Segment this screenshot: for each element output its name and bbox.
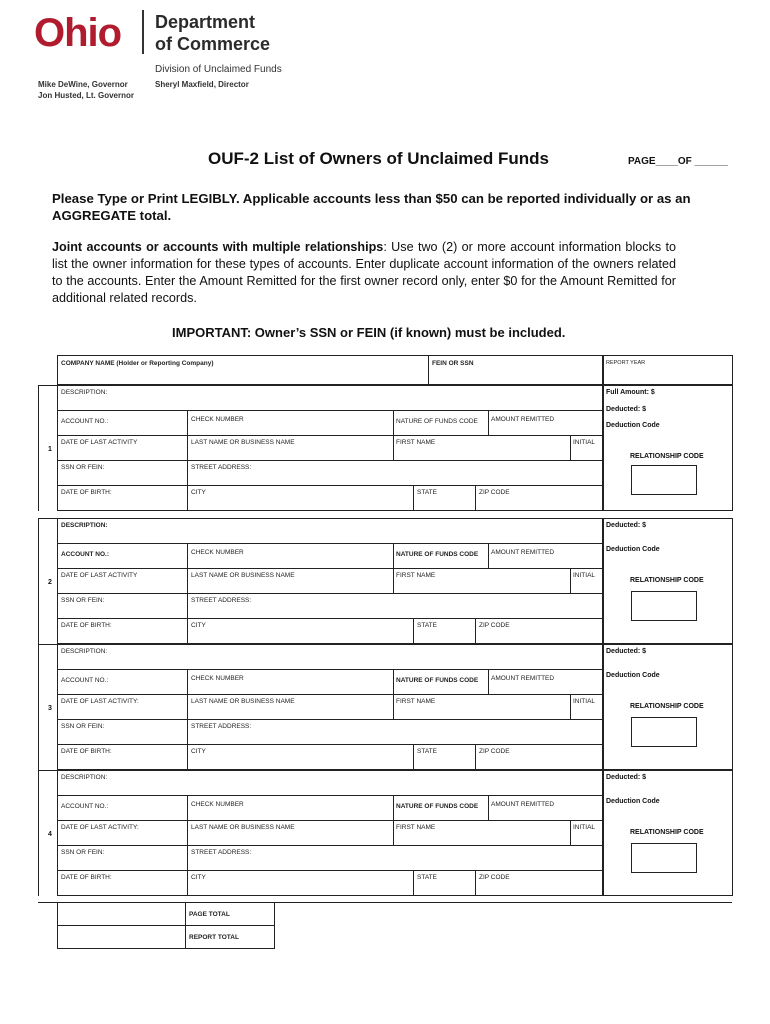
page-of-field[interactable]: PAGE____OF ______ <box>628 156 728 167</box>
first-name-label: FIRST NAME <box>396 439 436 446</box>
row-line <box>57 820 604 821</box>
ssn-fein-label: SSN OR FEIN: <box>61 723 105 730</box>
row-line <box>57 744 604 745</box>
col-line <box>413 870 414 895</box>
relationship-code-label: RELATIONSHIP CODE <box>630 703 704 710</box>
col-line <box>475 744 476 769</box>
deducted-label: Deducted: $ <box>606 774 647 781</box>
company-divider <box>428 355 429 385</box>
account-block-1 <box>57 385 604 511</box>
deduction-code-label: Deduction Code <box>606 798 660 805</box>
row-line <box>57 870 604 871</box>
department-name-line1: Department <box>155 12 256 32</box>
amount-remitted-label: AMOUNT REMITTED <box>491 416 555 423</box>
intro-instructions: Please Type or Print LEGIBLY. Applicable accounts less than $50 can be reported individually or as an AGGREGATE total. <box>52 191 691 223</box>
row-line <box>57 845 604 846</box>
block-number: 2 <box>48 579 52 586</box>
city-label: CITY <box>191 622 206 629</box>
nature-code-label: NATURE OF FUNDS CODE <box>396 677 479 684</box>
row-line <box>57 460 604 461</box>
description-label: DESCRIPTION: <box>61 389 108 396</box>
block-left-border <box>38 518 39 644</box>
joint-accounts-instructions <box>52 239 676 307</box>
block-left-cap <box>38 770 57 771</box>
col-line <box>187 669 188 769</box>
col-line <box>393 543 394 593</box>
last-name-label: LAST NAME OR BUSINESS NAME <box>191 824 295 831</box>
deducted-label: Deducted: $ <box>606 522 647 529</box>
initial-label: INITIAL <box>573 572 596 579</box>
ssn-fein-label: SSN OR FEIN: <box>61 464 105 471</box>
col-line <box>187 795 188 895</box>
fein-ssn-label: FEIN OR SSN <box>432 360 474 367</box>
description-label: DESCRIPTION: <box>61 774 108 781</box>
col-line <box>570 820 571 845</box>
city-label: CITY <box>191 489 206 496</box>
first-name-label: FIRST NAME <box>396 824 436 831</box>
row-line <box>57 410 604 411</box>
amount-remitted-label: AMOUNT REMITTED <box>491 549 555 556</box>
row-line <box>57 593 604 594</box>
col-line <box>488 410 489 435</box>
row-line <box>57 694 604 695</box>
col-line <box>413 618 414 643</box>
block-number: 4 <box>48 831 52 838</box>
relationship-code-label: RELATIONSHIP CODE <box>630 829 704 836</box>
block-left-border <box>38 770 39 896</box>
state-label: STATE <box>417 748 437 755</box>
report-year-label: REPORT YEAR <box>606 360 646 366</box>
division-name: Division of Unclaimed Funds <box>155 64 282 75</box>
deducted-label: Deducted: $ <box>606 648 647 655</box>
col-line <box>570 568 571 593</box>
state-label: STATE <box>417 489 437 496</box>
dob-label: DATE OF BIRTH: <box>61 748 112 755</box>
account-no-label: ACCOUNT NO.: <box>61 677 109 684</box>
check-number-label: CHECK NUMBER <box>191 675 244 682</box>
deduction-code-label: Deduction Code <box>606 422 660 429</box>
city-label: CITY <box>191 874 206 881</box>
row-line <box>57 485 604 486</box>
relationship-code-label: RELATIONSHIP CODE <box>630 577 704 584</box>
last-name-label: LAST NAME OR BUSINESS NAME <box>191 439 295 446</box>
last-name-label: LAST NAME OR BUSINESS NAME <box>191 698 295 705</box>
col-line <box>413 485 414 510</box>
deducted-label: Deducted: $ <box>606 406 647 413</box>
dob-label: DATE OF BIRTH: <box>61 489 112 496</box>
date-last-activity-label: DATE OF LAST ACTIVITY <box>61 572 138 579</box>
col-line <box>488 795 489 820</box>
amount-remitted-label: AMOUNT REMITTED <box>491 675 555 682</box>
block-left-border <box>38 644 39 770</box>
relationship-code-field[interactable] <box>631 465 697 495</box>
account-no-label: ACCOUNT NO.: <box>61 551 110 558</box>
date-last-activity-label: DATE OF LAST ACTIVITY: <box>61 824 139 831</box>
account-no-label: ACCOUNT NO.: <box>61 803 109 810</box>
col-line <box>475 485 476 510</box>
check-number-label: CHECK NUMBER <box>191 549 244 556</box>
row-line <box>57 435 604 436</box>
nature-code-label: NATURE OF FUNDS CODE <box>396 551 479 558</box>
state-label: STATE <box>417 622 437 629</box>
zip-code-label: ZIP CODE <box>479 622 510 629</box>
first-name-label: FIRST NAME <box>396 572 436 579</box>
relationship-code-label: RELATIONSHIP CODE <box>630 453 704 460</box>
nature-code-label: NATURE OF FUNDS CODE <box>396 803 479 810</box>
street-address-label: STREET ADDRESS: <box>191 849 252 856</box>
row-line <box>57 543 604 544</box>
initial-label: INITIAL <box>573 698 596 705</box>
ohio-logo: Ohio <box>34 11 122 55</box>
block-left-cap <box>38 385 57 386</box>
col-line <box>488 669 489 694</box>
joint-bold: Joint accounts or accounts with multiple relationships <box>52 240 384 254</box>
check-number-label: CHECK NUMBER <box>191 801 244 808</box>
state-label: STATE <box>417 874 437 881</box>
col-line <box>475 618 476 643</box>
director-name: Sheryl Maxfield, Director <box>155 80 249 89</box>
header-divider <box>142 10 144 54</box>
ssn-fein-label: SSN OR FEIN: <box>61 849 105 856</box>
row-line <box>57 795 604 796</box>
date-last-activity-label: DATE OF LAST ACTIVITY: <box>61 698 139 705</box>
department-name-line2: of Commerce <box>155 34 271 54</box>
row-line <box>57 618 604 619</box>
nature-code-label: NATURE OF FUNDS CODE <box>396 418 478 425</box>
date-last-activity-label: DATE OF LAST ACTIVITY <box>61 439 138 446</box>
relationship-code-field[interactable] <box>631 843 697 873</box>
account-block-3 <box>57 644 604 770</box>
zip-code-label: ZIP CODE <box>479 748 510 755</box>
row-line <box>57 568 604 569</box>
row-line <box>57 669 604 670</box>
block-left-cap <box>38 518 57 519</box>
col-line <box>413 744 414 769</box>
deduction-code-label: Deduction Code <box>606 672 660 679</box>
description-label: DESCRIPTION: <box>61 522 108 529</box>
form-title: OUF-2 List of Owners of Unclaimed Funds <box>208 149 549 168</box>
relationship-code-field[interactable] <box>631 717 697 747</box>
ssn-fein-label: SSN OR FEIN: <box>61 597 105 604</box>
block-left-border <box>38 385 39 511</box>
street-address-label: STREET ADDRESS: <box>191 597 252 604</box>
col-line <box>570 435 571 460</box>
col-line <box>393 669 394 719</box>
street-address-label: STREET ADDRESS: <box>191 464 252 471</box>
page-total-label: PAGE TOTAL <box>189 911 230 918</box>
dob-label: DATE OF BIRTH: <box>61 874 112 881</box>
relationship-code-field[interactable] <box>631 591 697 621</box>
lt-governor-name: Jon Husted, Lt. Governor <box>38 91 135 100</box>
totals-mid-line <box>57 925 275 926</box>
col-line <box>475 870 476 895</box>
row-line <box>57 719 604 720</box>
col-line <box>488 543 489 568</box>
dob-label: DATE OF BIRTH: <box>61 622 112 629</box>
block-number: 3 <box>48 705 52 712</box>
street-address-label: STREET ADDRESS: <box>191 723 252 730</box>
first-name-label: FIRST NAME <box>396 698 436 705</box>
important-note: IMPORTANT: Owner’s SSN or FEIN (if known) must be included. <box>172 325 566 340</box>
amount-remitted-label: AMOUNT REMITTED <box>491 801 555 808</box>
initial-label: INITIAL <box>573 439 596 446</box>
report-total-label: REPORT TOTAL <box>189 934 239 941</box>
zip-code-label: ZIP CODE <box>479 874 510 881</box>
city-label: CITY <box>191 748 206 755</box>
col-line <box>187 543 188 643</box>
account-block-4 <box>57 770 604 896</box>
account-block-2 <box>57 518 604 644</box>
block-number: 1 <box>48 446 52 453</box>
company-name-label: COMPANY NAME (Holder or Reporting Company) <box>61 360 214 367</box>
col-line <box>393 795 394 845</box>
initial-label: INITIAL <box>573 824 596 831</box>
deduction-code-label: Deduction Code <box>606 546 660 553</box>
last-name-label: LAST NAME OR BUSINESS NAME <box>191 572 295 579</box>
description-label: DESCRIPTION: <box>61 648 108 655</box>
full-amount-label: Full Amount: $ <box>606 389 655 396</box>
governor-name: Mike DeWine, Governor <box>38 80 128 89</box>
col-line <box>393 410 394 460</box>
col-line <box>570 694 571 719</box>
joint-text: : Use two (2) or more account information blocks to list the owner information for these types of accounts. Enter duplicate account information of the owners related to the accounts. Enter the Amount Remitted for the first owner record only, enter $0 for the Amount Remitted for additional related records. <box>52 240 677 305</box>
zip-code-label: ZIP CODE <box>479 489 510 496</box>
col-line <box>187 410 188 510</box>
block-left-cap <box>38 644 57 645</box>
account-no-label: ACCOUNT NO.: <box>61 418 109 425</box>
check-number-label: CHECK NUMBER <box>191 416 244 423</box>
